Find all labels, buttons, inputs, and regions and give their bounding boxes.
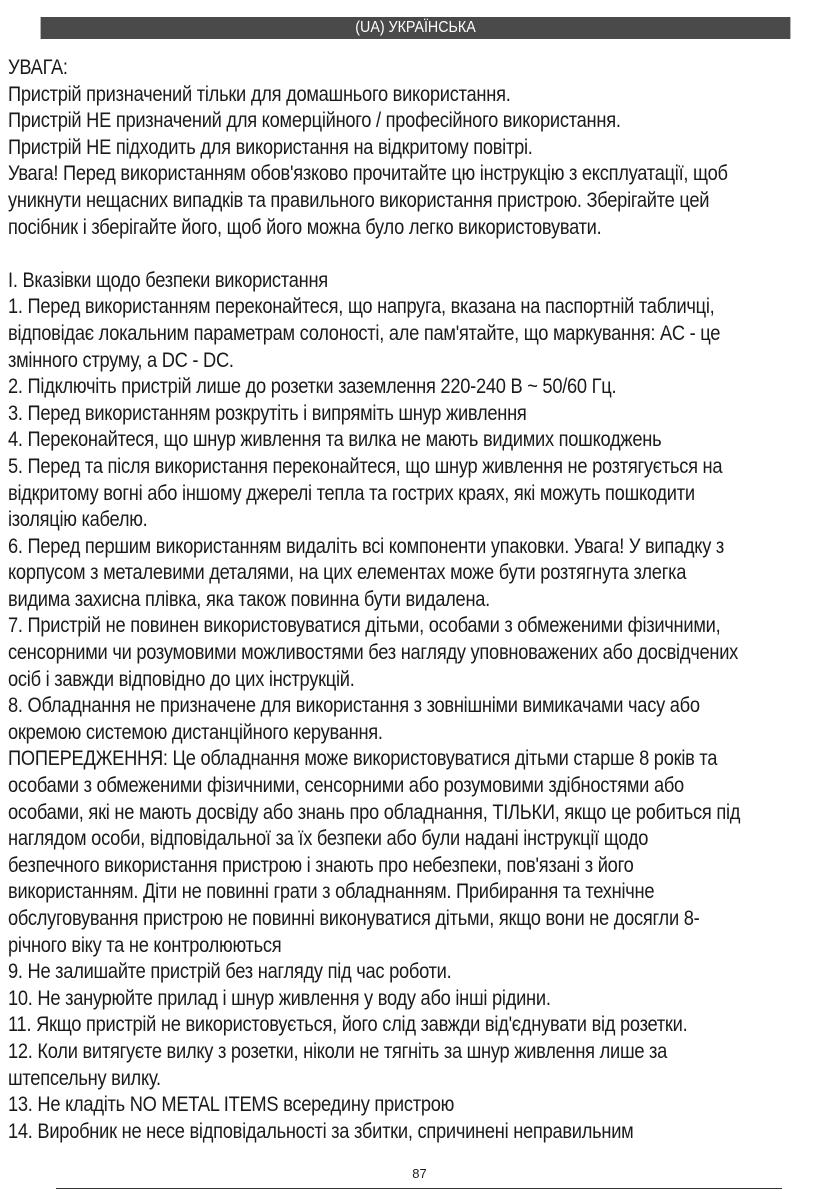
text-line: сенсорними чи розумовими можливостями без нагляду уповноважених або досвідчених [8,641,739,665]
text-line: використанням. Діти не повинні грати з обладнанням. Прибирання та технічне [8,880,655,904]
text-line: ізоляцію кабелю. [8,508,148,532]
text-line: штепсельну вилку. [8,1066,161,1090]
text-line: відкритому вогні або іншому джерелі тепла та гострих краях, які можуть пошкодити [8,481,695,505]
text-line: особами з обмеженими фізичними, сенсорними або розумовими здібностями або [8,774,684,798]
text-line: УВАГА: [8,56,68,79]
language-header: (UA) УКРАЇНСЬКА [41,17,791,39]
text-line: 5. Перед та після використання переконайтеся, що шнур живлення не розтягується на [8,454,723,478]
text-line: річного віку та не контролюються [8,933,282,957]
text-line: 8. Обладнання не призначене для використання з зовнішніми вимикачами часу або [8,694,700,718]
text-line: посібник і зберігайте його, щоб його можна було легко використовувати. [8,215,602,239]
text-line: 3. Перед використанням розкрутіть і випряміть шнур живлення [8,401,527,425]
text-line: 6. Перед першим використанням видаліть всі компоненти упаковки. Увага! У випадку з [8,534,725,558]
text-line: ПОПЕРЕДЖЕННЯ: Це обладнання може використовуватися дітьми старше 8 років та [8,747,718,771]
text-line: відповідає локальним параметрам солоності, але пам'ятайте, що маркування: AC - це [8,321,721,345]
text-line: 12. Коли витягуєте вилку з розетки, ніколи не тягніть за шнур живлення лише за [8,1039,668,1063]
text-line: 10. Не занурюйте прилад і шнур живлення у воду або інші рідини. [8,986,551,1010]
page-number: 87 [412,1166,427,1181]
text-line: 9. Не залишайте пристрій без нагляду під час роботи. [8,960,452,984]
text-line: Пристрій НЕ підходить для використання на відкритому повітрі. [8,135,533,159]
text-line: обслуговування пристрою не повинні виконуватися дітьми, якщо вони не досягли 8- [8,907,700,930]
text-line: видима захисна плівка, яка також повинна бути видалена. [8,587,491,611]
text-line: Пристрій НЕ призначений для комерційного / професійного використання. [8,109,621,133]
text-line: окремою системою дистанційного керування. [8,720,383,744]
text-line: 14. Виробник не несе відповідальності за збитки, спричинені неправильним [8,1119,634,1143]
text-line: I. Вказівки щодо безпеки використання [8,268,328,292]
text-line: Пристрій призначений тільки для домашнього використання. [8,82,511,106]
text-line: 7. Пристрій не повинен використовуватися дітьми, особами з обмеженими фізичними, [8,614,721,638]
text-line: особами, які не мають досвіду або знань про обладнання, ТІЛЬКИ, якщо це робиться під [8,800,741,824]
text-line: 13. Не кладіть NO METAL ITEMS всередину пристрою [8,1093,455,1117]
text-line: 2. Підключіть пристрій лише до розетки заземлення 220-240 В ~ 50/60 Гц. [8,375,617,399]
text-line: 11. Якщо пристрій не використовується, його слід завжди від'єднувати від розетки. [8,1013,688,1037]
text-line: уникнути нещасних випадків та правильного використання пристрою. Зберігайте цей [8,188,710,212]
text-line: безпечного використання пристрою і знають про небезпеки, пов'язані з його [8,853,634,877]
text-line: 1. Перед використанням переконайтеся, що напруга, вказана на паспортній табличці, [8,295,715,319]
text-line: змінного струму, а DC - DC. [8,348,234,372]
text-line: Увага! Перед використанням обов'язково прочитайте цю інструкцію з експлуатації, щоб [8,162,728,186]
instruction-text [8,55,791,1145]
footer-divider [56,1188,782,1189]
text-line: осіб і завжди відповідно до цих інструкцій. [8,667,355,691]
text-line: корпусом з металевими деталями, на цих елементах може бути розтягнута злегка [8,561,687,585]
text-line: наглядом особи, відповідальної за їх безпеки або були надані інструкції щодо [8,827,649,851]
text-line: 4. Переконайтеся, що шнур живлення та вилка не мають видимих пошкоджень [8,428,662,452]
blank-line [8,241,791,268]
